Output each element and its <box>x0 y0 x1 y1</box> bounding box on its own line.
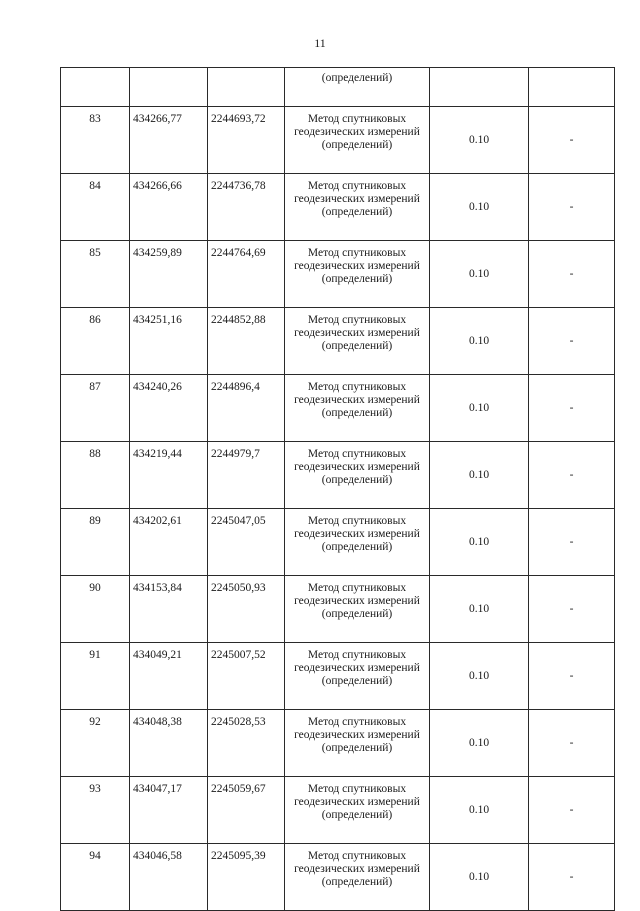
point-number: 87 <box>61 375 130 442</box>
coordinate-y: 2244896,4 <box>208 375 285 442</box>
method-line: геодезических измерений <box>294 528 420 540</box>
method-line: (определений) <box>321 474 393 486</box>
point-number: 93 <box>61 777 130 844</box>
table-cell <box>430 68 529 107</box>
accuracy-value: 0.10 <box>430 375 529 442</box>
note-dash: - <box>529 509 615 576</box>
point-number: 85 <box>61 241 130 308</box>
method-cell <box>285 107 430 174</box>
coordinate-x: 434047,17 <box>130 777 208 844</box>
table-cell <box>130 68 208 107</box>
method-cell <box>285 375 430 442</box>
note-dash: - <box>529 107 615 174</box>
method-line: геодезических измерений <box>294 729 420 741</box>
method-line: (определений) <box>321 809 393 821</box>
method-line: геодезических измерений <box>294 662 420 674</box>
method-cell <box>285 442 430 509</box>
note-dash: - <box>529 643 615 710</box>
method-line: геодезических измерений <box>294 327 420 339</box>
accuracy-value: 0.10 <box>430 308 529 375</box>
coordinate-y: 2244852,88 <box>208 308 285 375</box>
note-dash: - <box>529 308 615 375</box>
accuracy-value: 0.10 <box>430 174 529 241</box>
point-number: 84 <box>61 174 130 241</box>
note-dash: - <box>529 174 615 241</box>
method-line: (определений) <box>321 206 393 218</box>
note-dash: - <box>529 710 615 777</box>
table-row <box>61 375 615 442</box>
table-row <box>61 107 615 174</box>
coordinate-x: 434219,44 <box>130 442 208 509</box>
method-cell <box>285 308 430 375</box>
table-row <box>61 509 615 576</box>
page-number: 11 <box>314 36 326 50</box>
method-line: геодезических измерений <box>294 260 420 272</box>
coordinate-x: 434046,58 <box>130 844 208 911</box>
table-row <box>61 643 615 710</box>
coordinate-y: 2244736,78 <box>208 174 285 241</box>
method-line: геодезических измерений <box>294 461 420 473</box>
point-number: 90 <box>61 576 130 643</box>
accuracy-value: 0.10 <box>430 844 529 911</box>
accuracy-value: 0.10 <box>430 576 529 643</box>
method-line: Метод спутниковых <box>307 247 407 259</box>
table-row <box>61 710 615 777</box>
method-cell <box>285 710 430 777</box>
method-line: Метод спутниковых <box>307 716 407 728</box>
note-dash: - <box>529 375 615 442</box>
table-row <box>61 576 615 643</box>
method-line: геодезических измерений <box>294 193 420 205</box>
method-line: (определений) <box>321 608 393 620</box>
table-row <box>61 241 615 308</box>
coordinate-x: 434259,89 <box>130 241 208 308</box>
method-line: (определений) <box>321 675 393 687</box>
point-number: 94 <box>61 844 130 911</box>
method-line: (определений) <box>321 407 393 419</box>
method-line: геодезических измерений <box>294 394 420 406</box>
coordinate-y: 2244979,7 <box>208 442 285 509</box>
table-row <box>61 308 615 375</box>
method-line: (определений) <box>321 876 393 888</box>
coordinate-x: 434049,21 <box>130 643 208 710</box>
table-row <box>61 174 615 241</box>
method-line: Метод спутниковых <box>307 113 407 125</box>
coordinate-y: 2245007,52 <box>208 643 285 710</box>
method-line: Метод спутниковых <box>307 180 407 192</box>
method-line: Метод спутниковых <box>307 515 407 527</box>
point-number: 89 <box>61 509 130 576</box>
coordinate-x: 434240,26 <box>130 375 208 442</box>
note-dash: - <box>529 844 615 911</box>
method-cell <box>285 576 430 643</box>
method-cell <box>285 777 430 844</box>
table-row <box>61 777 615 844</box>
method-line: геодезических измерений <box>294 796 420 808</box>
method-cell <box>285 844 430 911</box>
accuracy-value: 0.10 <box>430 777 529 844</box>
method-line: (определений) <box>321 742 393 754</box>
coordinate-y: 2245050,93 <box>208 576 285 643</box>
note-dash: - <box>529 442 615 509</box>
method-cell <box>285 241 430 308</box>
method-line: Метод спутниковых <box>307 582 407 594</box>
coordinate-x: 434202,61 <box>130 509 208 576</box>
coordinate-x: 434266,66 <box>130 174 208 241</box>
method-line: Метод спутниковых <box>307 850 407 862</box>
method-line: Метод спутниковых <box>307 649 407 661</box>
method-line: (определений) <box>321 139 393 151</box>
method-line: геодезических измерений <box>294 126 420 138</box>
table-cell <box>61 68 130 107</box>
table-cell <box>208 68 285 107</box>
note-dash: - <box>529 777 615 844</box>
point-number: 91 <box>61 643 130 710</box>
table-cell <box>529 68 615 107</box>
coordinate-y: 2245028,53 <box>208 710 285 777</box>
method-line: геодезических измерений <box>294 863 420 875</box>
point-number: 88 <box>61 442 130 509</box>
accuracy-value: 0.10 <box>430 710 529 777</box>
method-cell <box>285 509 430 576</box>
table-row <box>61 844 615 911</box>
method-cell <box>285 174 430 241</box>
note-dash: - <box>529 576 615 643</box>
accuracy-value: 0.10 <box>430 107 529 174</box>
method-line: (определений) <box>321 273 393 285</box>
method-cell <box>285 643 430 710</box>
coordinate-x: 434153,84 <box>130 576 208 643</box>
method-line: Метод спутниковых <box>307 314 407 326</box>
method-cell: (определений) <box>285 68 430 107</box>
coordinates-table <box>60 67 615 911</box>
coordinate-y: 2245047,05 <box>208 509 285 576</box>
point-number: 83 <box>61 107 130 174</box>
accuracy-value: 0.10 <box>430 509 529 576</box>
table-row-continued <box>61 68 615 107</box>
coordinate-y: 2245059,67 <box>208 777 285 844</box>
coordinate-y: 2245095,39 <box>208 844 285 911</box>
coordinate-y: 2244764,69 <box>208 241 285 308</box>
method-line: (определений) <box>321 541 393 553</box>
coordinate-x: 434048,38 <box>130 710 208 777</box>
note-dash: - <box>529 241 615 308</box>
method-line: Метод спутниковых <box>307 783 407 795</box>
point-number: 92 <box>61 710 130 777</box>
coordinate-x: 434266,77 <box>130 107 208 174</box>
accuracy-value: 0.10 <box>430 442 529 509</box>
table-row <box>61 442 615 509</box>
method-line: геодезических измерений <box>294 595 420 607</box>
method-line: (определений) <box>321 340 393 352</box>
coordinate-y: 2244693,72 <box>208 107 285 174</box>
coordinate-x: 434251,16 <box>130 308 208 375</box>
method-line: Метод спутниковых <box>307 448 407 460</box>
method-line: Метод спутниковых <box>307 381 407 393</box>
accuracy-value: 0.10 <box>430 241 529 308</box>
accuracy-value: 0.10 <box>430 643 529 710</box>
point-number: 86 <box>61 308 130 375</box>
